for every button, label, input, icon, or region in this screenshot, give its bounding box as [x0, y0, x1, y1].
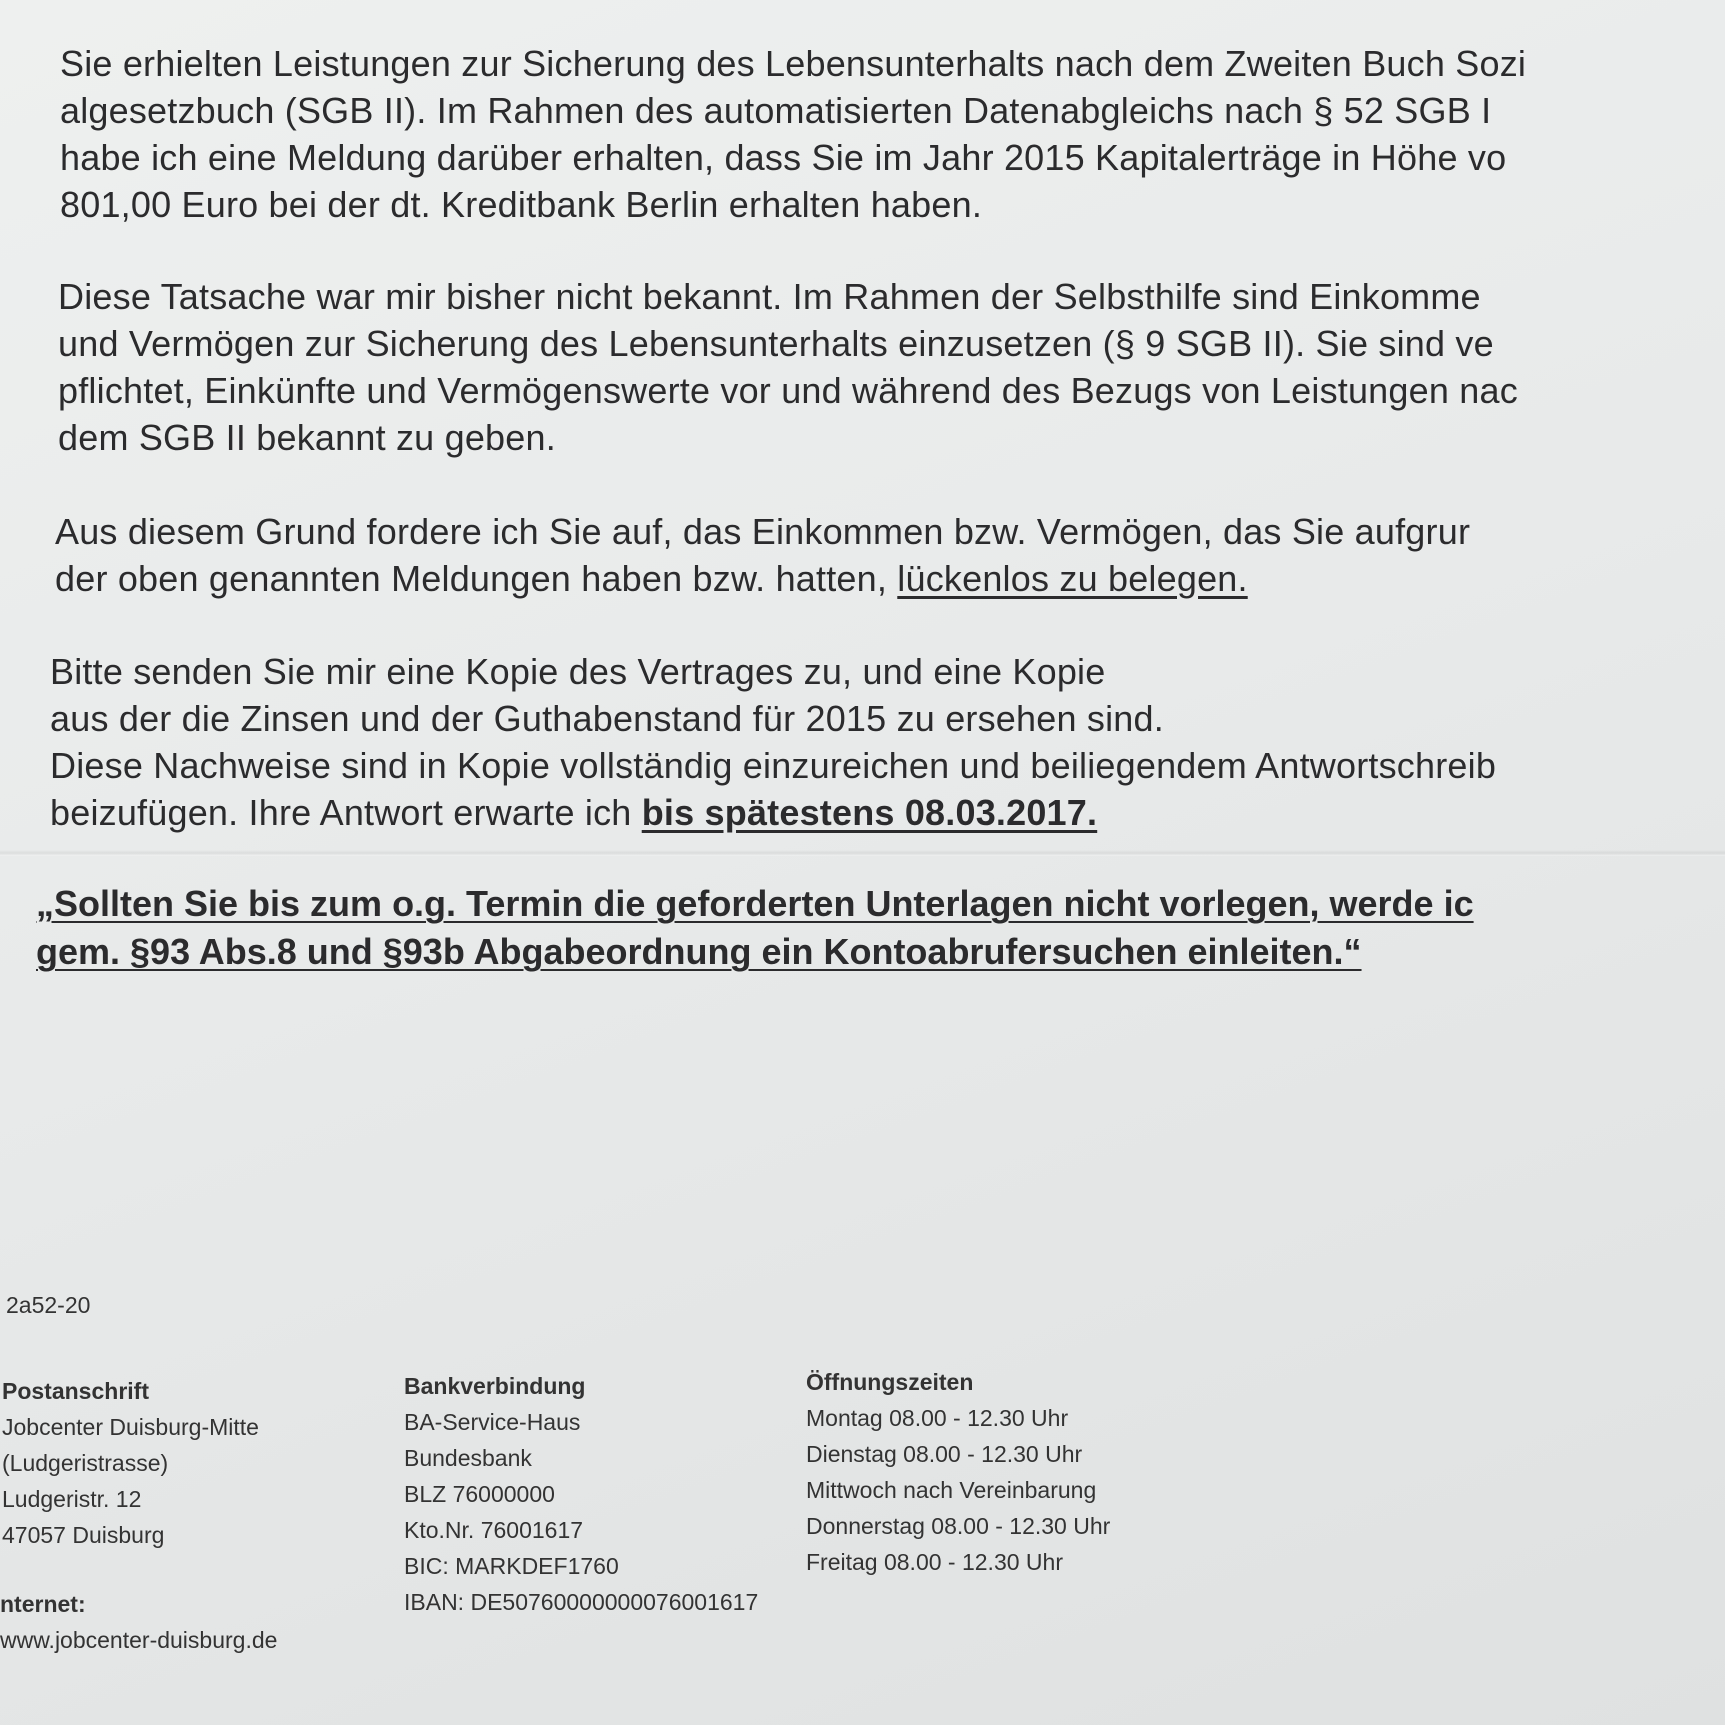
paragraph-self-help-obligation [58, 273, 1725, 461]
warning-account-inquiry [36, 880, 1725, 976]
footer-line: Mittwoch nach Vereinbarung [806, 1477, 1097, 1503]
footer-line: Bundesbank [404, 1445, 532, 1471]
footer-line: Ludgeristr. 12 [2, 1486, 142, 1512]
footer-line: 47057 Duisburg [2, 1522, 165, 1548]
footer-line: IBAN: DE50760000000076001617 [404, 1589, 759, 1615]
footer-heading: Öffnungszeiten [806, 1369, 974, 1395]
footer-heading: nternet: [0, 1591, 86, 1617]
footer-bank-details [404, 1368, 758, 1620]
text-line: dem SGB II bekannt zu geben. [58, 417, 556, 458]
reference-code: 2a52-20 [6, 1292, 91, 1318]
paragraph-benefits-notice [60, 40, 1725, 228]
text-line: aus der die Zinsen und der Guthabenstand für 2015 zu ersehen sind. [50, 698, 1164, 739]
footer-line: Freitag 08.00 - 12.30 Uhr [806, 1549, 1063, 1575]
text-line-prefix: der oben genannten Meldungen haben bzw. hatten, [55, 558, 898, 599]
warning-line: gem. §93 Abs.8 und §93b Abgabeordnung ein Kontoabrufersuchen einleiten.“ [36, 931, 1362, 972]
text-line [55, 555, 1725, 602]
deadline-date: bis spätestens 08.03.2017. [641, 792, 1098, 833]
paragraph-documents-deadline [50, 648, 1725, 836]
text-line: Aus diesem Grund fordere ich Sie auf, das Einkommen bzw. Vermögen, das Sie aufgrur [55, 511, 1471, 552]
footer-heading: Postanschrift [2, 1378, 149, 1404]
paper-fold-crease [0, 850, 1725, 856]
footer-line: Jobcenter Duisburg-Mitte [2, 1414, 259, 1440]
footer-opening-hours [806, 1364, 1110, 1580]
text-line: algesetzbuch (SGB II). Im Rahmen des automatisierten Datenabgleichs nach § 52 SGB I [60, 90, 1492, 131]
text-line: 801,00 Euro bei der dt. Kreditbank Berlin erhalten haben. [60, 184, 983, 225]
footer-line: Kto.Nr. 76001617 [404, 1517, 584, 1543]
footer-line: Montag 08.00 - 12.30 Uhr [806, 1405, 1069, 1431]
text-line: Diese Nachweise sind in Kopie vollständig einzureichen und beiliegendem Antwortschreib [50, 745, 1497, 786]
text-line-prefix: beizufügen. Ihre Antwort erwarte ich [50, 792, 642, 833]
footer-line: Dienstag 08.00 - 12.30 Uhr [806, 1441, 1083, 1467]
footer-line: BIC: MARKDEF1760 [404, 1553, 619, 1579]
footer-line: (Ludgeristrasse) [2, 1450, 169, 1476]
text-line: habe ich eine Meldung darüber erhalten, dass Sie im Jahr 2015 Kapitalerträge in Höhe vo [60, 137, 1507, 178]
text-line: Sie erhielten Leistungen zur Sicherung des Lebensunterhalts nach dem Zweiten Buch Sozi [60, 43, 1527, 84]
text-line [50, 789, 1725, 836]
footer-internet [0, 1586, 277, 1658]
footer-postal-address [2, 1373, 259, 1553]
footer-heading: Bankverbindung [404, 1373, 586, 1399]
underlined-requirement: lückenlos zu belegen. [897, 558, 1248, 599]
footer-line: BLZ 76000000 [404, 1481, 555, 1507]
text-line: und Vermögen zur Sicherung des Lebensunterhalts einzusetzen (§ 9 SGB II). Sie sind ve [58, 323, 1494, 364]
warning-line: „Sollten Sie bis zum o.g. Termin die geforderten Unterlagen nicht vorlegen, werde ic [36, 883, 1474, 924]
website-url: www.jobcenter-duisburg.de [0, 1627, 278, 1653]
text-line: pflichtet, Einkünfte und Vermögenswerte vor und während des Bezugs von Leistungen nac [58, 370, 1518, 411]
paragraph-request-proof [55, 508, 1725, 602]
text-line: Diese Tatsache war mir bisher nicht bekannt. Im Rahmen der Selbsthilfe sind Einkomme [58, 276, 1481, 317]
footer-line: BA-Service-Haus [404, 1409, 581, 1435]
text-line: Bitte senden Sie mir eine Kopie des Vertrages zu, und eine Kopie [50, 651, 1106, 692]
footer-line: Donnerstag 08.00 - 12.30 Uhr [806, 1513, 1111, 1539]
